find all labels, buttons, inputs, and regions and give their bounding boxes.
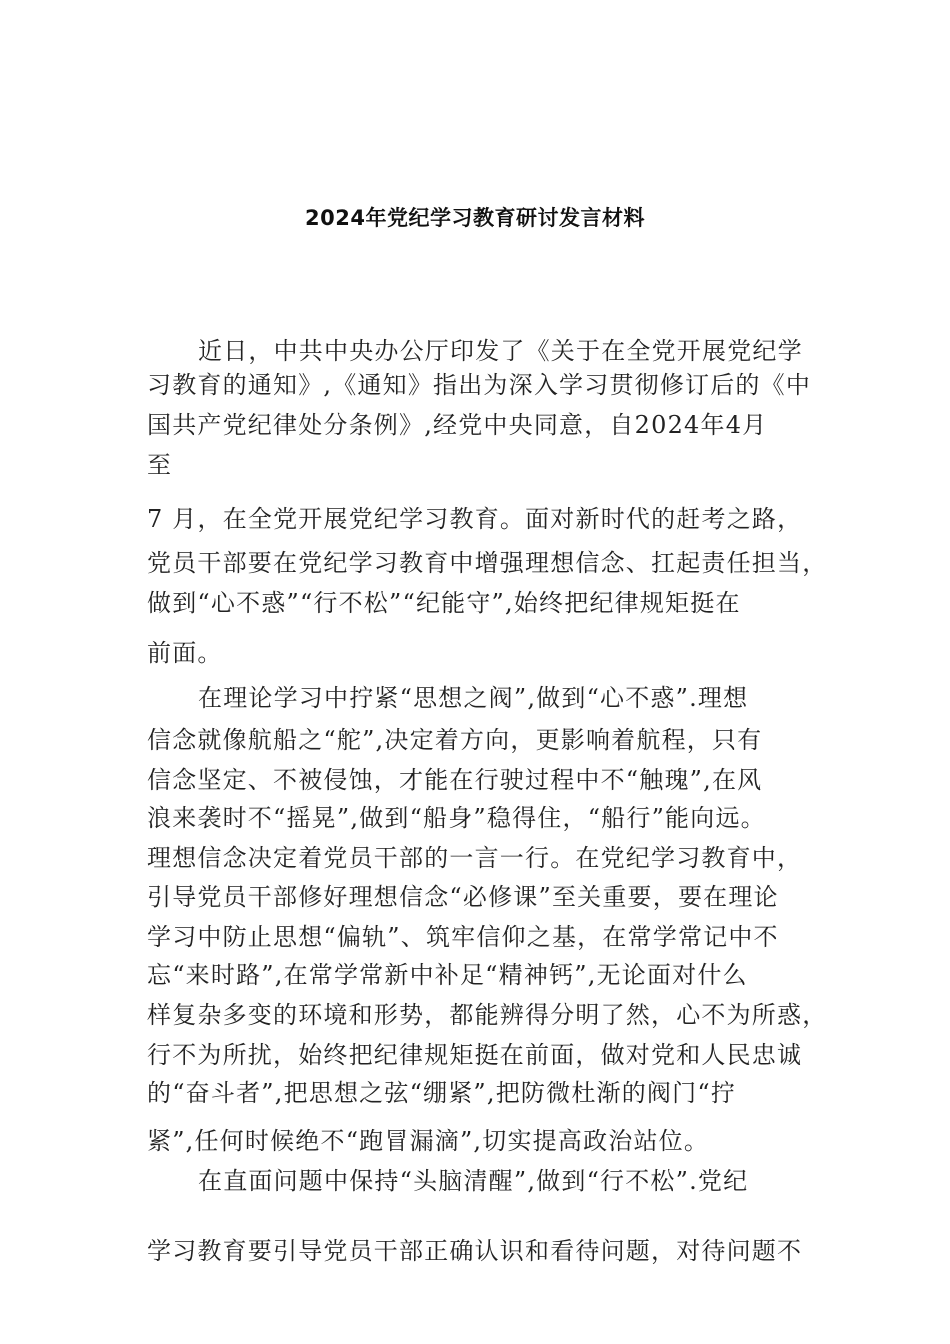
document-title: 2024年党纪学习教育研讨发言材料 <box>305 206 645 230</box>
paragraph-line: 学习教育要引导党员干部正确认识和看待问题，对待问题不 <box>147 1237 803 1265</box>
paragraph-line: 党员干部要在党纪学习教育中增强理想信念、扛起责任担当， <box>147 549 828 577</box>
paragraph-line: 在理论学习中拧紧“思想之阀”,做到“心不惑”.理想 <box>198 684 749 712</box>
paragraph-line: 浪来袭时不“摇晃”,做到“船身”稳得住，“船行”能向远。 <box>147 804 766 832</box>
paragraph-line: 信念坚定、不被侵蚀，才能在行驶过程中不“触瑰”,在风 <box>147 766 763 794</box>
paragraph-line: 样复杂多变的环境和形势，都能辨得分明了然，心不为所惑， <box>147 1001 828 1029</box>
paragraph-line: 行不为所扰，始终把纪律规矩挺在前面，做对党和人民忠诚 <box>147 1041 803 1069</box>
paragraph-line: 7 月，在全党开展党纪学习教育。面对新时代的赶考之路， <box>147 505 803 533</box>
paragraph-line: 做到“心不惑”“行不松”“纪能守”,始终把纪律规矩挺在 <box>147 589 741 617</box>
paragraph-line: 忘“来时路”,在常学常新中补足“精神钙”,无论面对什么 <box>147 961 748 989</box>
paragraph-line: 国共产党纪律处分条例》,经党中央同意，自2024年4月 <box>147 411 768 439</box>
paragraph-line: 理想信念决定着党员干部的一言一行。在党纪学习教育中， <box>147 844 803 872</box>
paragraph-line: 前面。 <box>147 639 223 667</box>
paragraph-line: 习教育的通知》,《通知》指出为深入学习贯彻修订后的《中 <box>147 371 812 399</box>
paragraph-line: 引导党员干部修好理想信念“必修课”至关重要，要在理论 <box>147 883 779 911</box>
paragraph-line: 近日，中共中央办公厅印发了《关于在全党开展党纪学 <box>198 337 803 365</box>
paragraph-line: 信念就像航船之“舵”,决定着方向，更影响着航程，只有 <box>147 726 763 754</box>
paragraph-line: 学习中防止思想“偏轨”、筑牢信仰之基，在常学常记中不 <box>147 923 779 951</box>
paragraph-line: 紧”,任何时候绝不“跑冒漏滴”,切实提高政治站位。 <box>147 1127 710 1155</box>
paragraph-line: 在直面问题中保持“头脑清醒”,做到“行不松”.党纪 <box>198 1167 749 1195</box>
paragraph-line: 的“奋斗者”,把思想之弦“绷紧”,把防微杜渐的阀门“拧 <box>147 1079 737 1107</box>
paragraph-line: 至 <box>147 451 173 479</box>
